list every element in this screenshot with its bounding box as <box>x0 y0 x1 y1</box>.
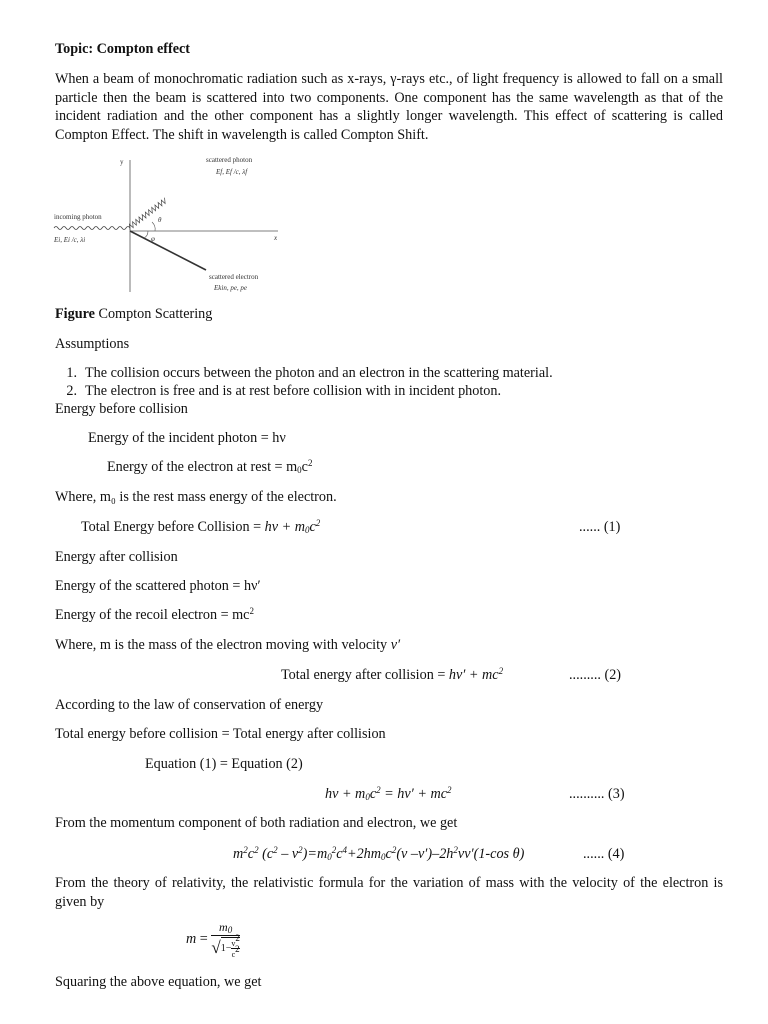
scattered-photon-vars: Ef, Ef /c, λf <box>216 168 248 176</box>
equation-2-ref: ......... (2) <box>569 667 622 683</box>
scattered-electron-path <box>130 231 206 270</box>
theta-label: θ <box>158 216 162 224</box>
recoil-electron-energy: Energy of the recoil electron = $mc^2$ <box>55 606 254 623</box>
conservation-statement: According to the law of conservation of energy <box>55 697 324 713</box>
equation-3-ref: .......... (3) <box>569 786 625 802</box>
equation-3: $h\nu + m_0c^2 = h\nu' + mc^2$ <box>325 785 452 802</box>
rest-mass-note: Where, m₀ is the rest mass energy of the electron. <box>55 489 337 505</box>
electron-rest-energy: Energy of the electron at rest = $m_0c^2$ <box>107 458 313 475</box>
theta-arc <box>152 222 155 231</box>
phi-arc <box>144 231 148 238</box>
topic-heading: Topic: Compton effect <box>55 41 191 57</box>
assumptions-heading: Assumptions <box>55 336 130 352</box>
assumption-item-2: 2. The electron is free and is at rest before collision with in incident photon. <box>66 383 502 399</box>
scattered-photon-label: scattered photon <box>206 156 253 164</box>
y-axis-label: y <box>120 158 124 166</box>
equation-4: $m^2c^2$ $(c^2 - v^2)=m_0^2c^4+2hm_0c^2(\nu$ $-\nu')-2h^2\nu\nu'(1-\cos$ θ) <box>233 845 525 862</box>
total-energy-before: Total Energy before Collision = $h\nu + m_0c^2$ <box>81 518 321 535</box>
scattered-photon-wave <box>127 198 168 230</box>
equation-equality: Equation (1) = Equation (2) <box>145 756 303 772</box>
total-energy-after: Total energy after collision = $h\nu' + mc^2$ <box>281 666 504 683</box>
phi-label: φ <box>151 235 155 243</box>
scattered-electron-vars: Ekin, pe, pe <box>214 284 248 292</box>
relativistic-mass-formula: m = $m_0$ √1− $\frac{v^2}{c^2}$ <box>186 920 240 959</box>
squaring-statement: Squaring the above equation, we get <box>55 974 262 990</box>
compton-scattering-diagram <box>52 152 284 298</box>
incoming-photon-vars: Ei, Ei /c, λi <box>54 236 86 244</box>
momentum-statement: From the momentum component of both radiation and electron, we get <box>55 815 458 831</box>
scattered-electron-label: scattered electron <box>209 273 259 281</box>
equation-1-ref: ...... (1) <box>579 519 621 535</box>
moving-mass-note: Where, m is the mass of the electron moving with velocity v′ <box>55 637 401 653</box>
intro-paragraph: When a beam of monochromatic radiation such as x-rays, γ-rays etc., of light frequency is allowed to fall on a small particle then the beam is scattered into two components. One component has the same wavelength as that of the incident radiation and the other component has a slightly longer wavelength. This effect of scattering is called Compton Effect. The shift in wavelength is called Compton Shift. <box>55 71 723 143</box>
equation-4-ref: ...... (4) <box>583 846 625 862</box>
x-axis-label: x <box>274 234 278 242</box>
incoming-photon-wave <box>54 227 130 230</box>
incoming-photon-label: incoming photon <box>54 213 102 221</box>
incident-photon-energy: Energy of the incident photon = hν <box>88 430 286 446</box>
energy-before-heading: Energy before collision <box>55 401 188 417</box>
scattered-photon-energy: Energy of the scattered photon = hν′ <box>55 578 261 594</box>
assumption-item-1: 1. The collision occurs between the photon and an electron in the scattering material. <box>66 365 553 381</box>
energy-after-heading: Energy after collision <box>55 549 178 565</box>
total-energy-equality: Total energy before collision = Total energy after collision <box>55 726 386 742</box>
figure-caption: Figure Compton Scattering <box>55 306 213 322</box>
relativity-paragraph: From the theory of relativity, the relativistic formula for the variation of mass with the velocity of the electron is given by <box>55 875 723 910</box>
